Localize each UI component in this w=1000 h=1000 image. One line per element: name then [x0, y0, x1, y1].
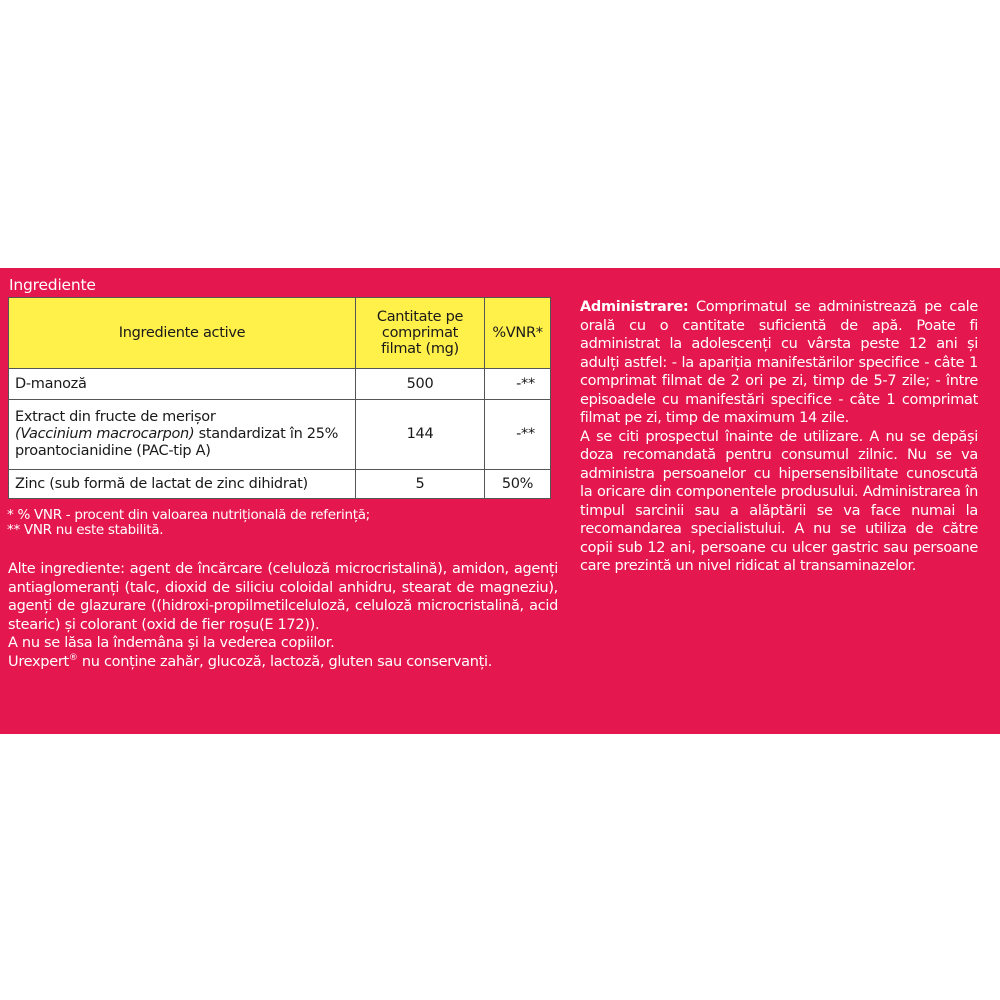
ingredient-quantity: 5: [356, 470, 485, 499]
ingredient-name-part: standardizat în 25% proantocianidine (PAC-tip A): [15, 426, 339, 459]
administration-paragraph: [580, 298, 978, 428]
footnote-not-established: ** VNR nu este stabilită.: [7, 522, 164, 538]
vnr-value: -**: [516, 426, 535, 442]
other-ingredients-block: [8, 560, 558, 671]
ingredient-name-part: Extract din fructe de merișor: [15, 409, 216, 425]
table-row: [9, 400, 551, 470]
ingredient-latin-name: (Vaccinium macrocarpon): [15, 426, 195, 442]
ingredient-vnr: [485, 369, 551, 400]
table-header-row: [9, 298, 551, 369]
ingredient-quantity: 144: [356, 400, 485, 470]
ingredient-name: [9, 400, 356, 470]
footnote-vnr: * % VNR - procent din valoarea nutrițională de referință;: [7, 507, 370, 523]
active-ingredients-table: [8, 297, 551, 499]
free-from-text: nu conține zahăr, glucoză, lactoză, gluten sau conservanți.: [81, 653, 493, 670]
free-from-statement: [8, 653, 558, 672]
table-row: [9, 369, 551, 400]
ingredient-quantity: 500: [356, 369, 485, 400]
header-vnr: %VNR*: [485, 298, 551, 369]
administration-label: Administrare:: [580, 299, 689, 315]
label-panel: [0, 268, 1000, 734]
administration-block: [580, 298, 978, 576]
footnotes: [7, 508, 552, 538]
administration-warnings: A se citi prospectul înainte de utilizare. A nu se depăși doza recomandată pentru consumul zilnic. Nu se va administra persoanelor cu hipersensibilitate cunoscută la oricare din componentele produsului. Administrarea în timpul sarcinii sau a alăptării se va face numai la recomandarea specialistului. A nu se utiliza de către copii sub 12 ani, persoane cu ulcer gastric sau persoane care prezintă un nivel ridicat al transaminazelor.: [580, 428, 978, 574]
ingredient-vnr: [485, 400, 551, 470]
ingredient-name: Zinc (sub formă de lactat de zinc dihidrat): [9, 470, 356, 499]
administration-text: Comprimatul se administrează pe cale orală cu o cantitate suficientă de apă. Poate fi administrat la adolescenți cu vârsta peste 12 ani și adulți astfel: - la apariția manifestărilor specifice - câte 1 comprimat filmat de 2 ori pe zi, timp de 5-7 zile; - între episoadele cu manifestări specifice - câte 1 comprimat filmat pe zi, timp de maximum 14 zile.: [580, 299, 978, 426]
ingredient-name: D-manoză: [9, 369, 356, 400]
children-warning: A nu se lăsa la îndemâna și la vederea copiilor.: [8, 635, 335, 651]
section-title: Ingrediente: [9, 276, 96, 294]
ingredient-vnr: 50%: [485, 470, 551, 499]
registered-mark: ®: [68, 652, 78, 663]
header-ingredient: Ingrediente active: [9, 298, 356, 369]
other-ingredients-text: Alte ingrediente: agent de încărcare (celuloză microcristalină), amidon, agenți antiaglomeranți (talc, dioxid de siliciu coloidal anhidru, stearat de magneziu), agenți de glazurare ((hidroxi-propilmetilceluloză, celuloză microcristalină, acid stearic) și colorant (oxid de fier roșu(E 172)).: [8, 561, 558, 633]
header-quantity: Cantitate pe comprimat filmat (mg): [356, 298, 485, 369]
vnr-value: -**: [516, 375, 535, 392]
brand-name: Urexpert: [8, 653, 69, 670]
table-row: [9, 470, 551, 499]
